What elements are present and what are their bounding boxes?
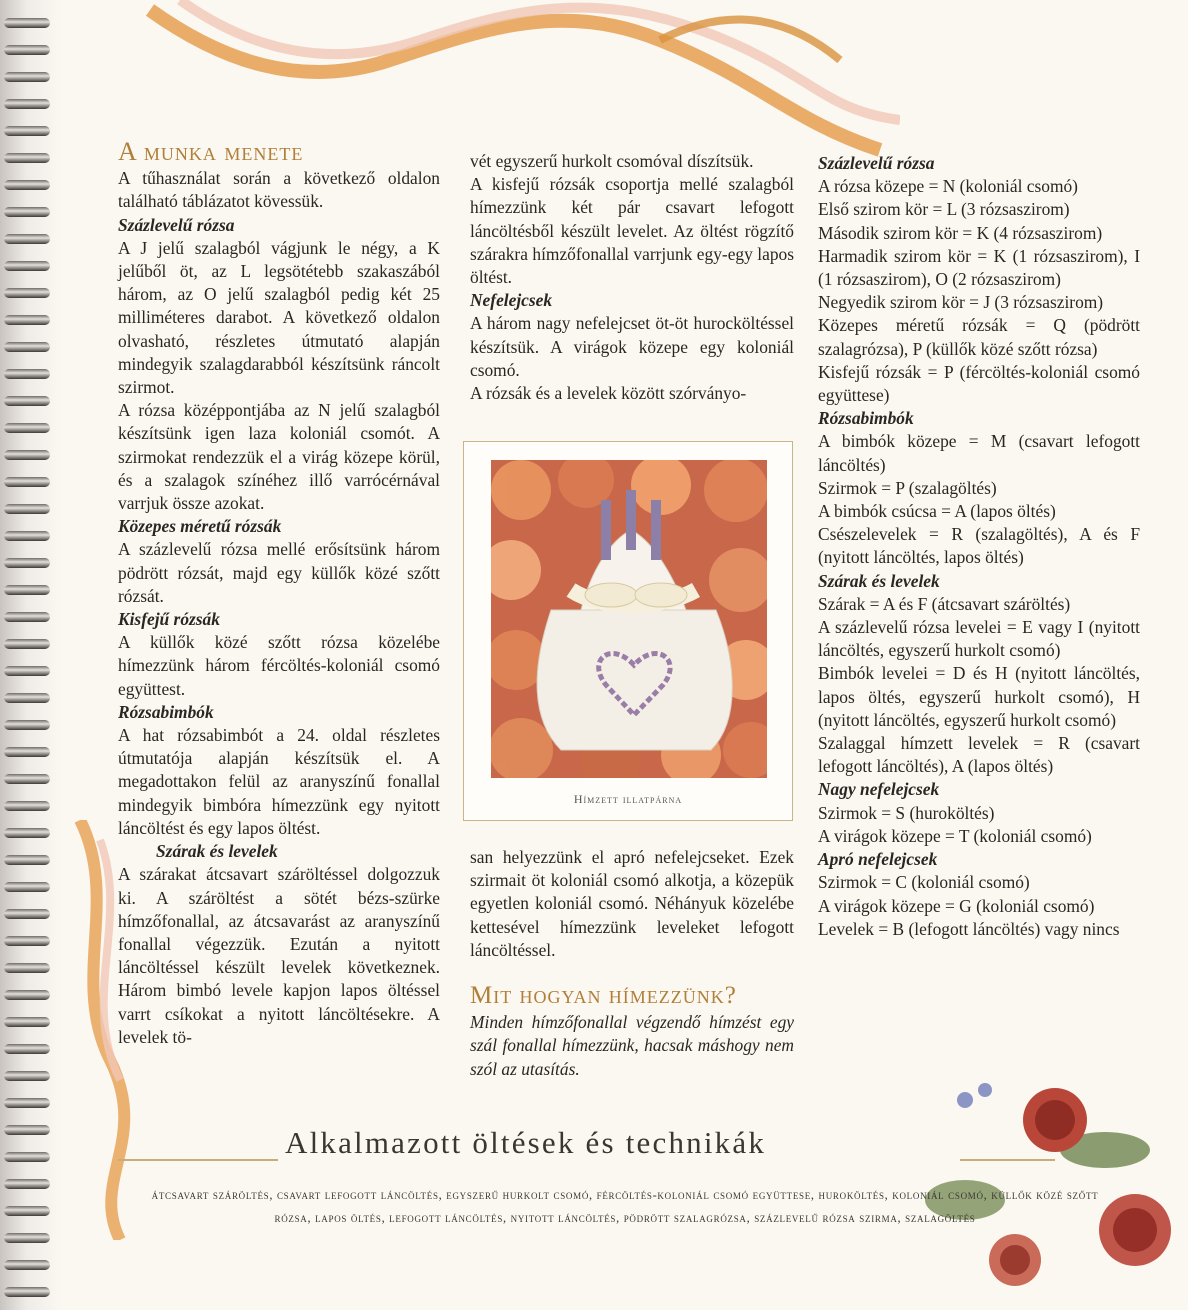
paragraph: A százlevelű rózsa mellé erősítsünk három pödrött rózsát, majd egy küllők közé szőtt rózsát. — [118, 539, 440, 606]
right-line: Második szirom kör = K (4 rózsaszirom) — [818, 222, 1103, 243]
spiral-coil — [4, 882, 50, 892]
right-subheading: Százlevelű rózsa — [818, 153, 935, 173]
spiral-coil — [4, 720, 50, 730]
spiral-coil — [4, 342, 50, 352]
column-right — [818, 152, 1140, 941]
spiral-coil — [4, 504, 50, 514]
subheading-centifolia-rose: Százlevelű rózsa — [118, 214, 235, 235]
spiral-coil — [4, 396, 50, 406]
right-line: Bimbók levelei = D és H (nyitott láncöltés, lapos öltés, egyszerű hurkolt csomó), H (nyitott láncöltés, egyszerű hurkolt csomó) — [818, 663, 1140, 730]
right-line: Szirmok = S (huroköltés) — [818, 802, 995, 823]
spiral-coil — [4, 1044, 50, 1054]
right-subheading: Nagy nefelejcsek — [818, 779, 940, 800]
spiral-coil — [4, 666, 50, 676]
paragraph: A rózsák és a levelek között szórványo- — [470, 383, 747, 404]
subheading-rosebuds: Rózsabimbók — [118, 701, 214, 722]
paragraph: Minden hímzőfonallal végzendő hímzést egy szál fonallal hímezzünk, hacsak máshogy nem szól az utasítás. — [470, 1012, 794, 1079]
divider-left — [118, 1159, 278, 1161]
spiral-coil — [4, 126, 50, 136]
spiral-coil — [4, 936, 50, 946]
photo-frame — [463, 441, 793, 821]
subheading-stems-leaves: Szárak és levelek — [156, 841, 278, 862]
right-line: Szirmok = P (szalagöltés) — [818, 477, 997, 498]
right-line: A százlevelű rózsa levelei = E vagy I (nyitott láncöltés, egyszerű hurkolt csomó) — [818, 617, 1140, 661]
right-subheading: Rózsabimbók — [818, 408, 914, 429]
spiral-coil — [4, 153, 50, 163]
spiral-binding — [0, 0, 60, 1310]
spiral-coil — [4, 18, 50, 28]
subheading-medium-roses: Közepes méretű rózsák — [118, 516, 282, 537]
spiral-coil — [4, 1152, 50, 1162]
spiral-coil — [4, 288, 50, 298]
spiral-coil — [4, 180, 50, 190]
spiral-coil — [4, 801, 50, 811]
paragraph: A küllők közé szőtt rózsa közelébe hímezzünk három fércöltés-koloniál csomó együttest. — [118, 632, 440, 699]
right-line: A bimbók közepe = M (csavart lefogott láncöltés) — [818, 431, 1140, 475]
spiral-coil — [4, 1071, 50, 1081]
spiral-coil — [4, 1233, 50, 1243]
subheading-small-roses: Kisfejű rózsák — [118, 609, 220, 630]
spiral-coil — [4, 558, 50, 568]
spiral-coil — [4, 990, 50, 1000]
column-left — [118, 137, 440, 1049]
spiral-coil — [4, 450, 50, 460]
spiral-coil — [4, 1260, 50, 1270]
techniques-list: átcsavart száröltés, csavart lefogott láncöltés, egyszerű hurkolt csomó, fércöltés-koloniál csomó együttese, huroköltés, koloniál csomó, küllők közé szőtt rózsa, lapos öltés, lefogott láncöltés, nyitott láncöltés, pödrött szalagrózsa, százlevelű rózsa szirma, szalagöltés — [151, 1188, 1099, 1225]
heading-work-process: A munka menete — [118, 137, 304, 166]
photo-caption: Hímzett illatpárna — [573, 792, 683, 806]
spiral-coil — [4, 1287, 50, 1297]
paragraph: A szárakat átcsavart száröltéssel dolgozzuk ki. A száröltést a sötét bézs-szürke hímzőfonallal, az átcsavarást az aranyszínű fonallal végezzük. Ezután a nyitott láncöltéssel készült levelek következnek. Három bimbó levele kapjon lapos öltéssel varrt csíkokat a nyitott láncöltésekre. A levelek tö- — [118, 864, 440, 1047]
spiral-coil — [4, 1206, 50, 1216]
paragraph: A rózsa középpontjába az N jelű szalagból készítsünk igen laza koloniál csomót. A szirmokat rendezzük el a virág közepe körül, és a szalagok színéhez illő varrócérnával varrjuk össze azokat. — [118, 400, 440, 514]
spiral-coil — [4, 234, 50, 244]
right-line: Szirmok = C (koloniál csomó) — [818, 872, 1030, 893]
right-line: A virágok közepe = G (koloniál csomó) — [818, 895, 1095, 916]
ribbon-decoration-top — [140, 0, 900, 160]
spiral-coil — [4, 207, 50, 217]
spiral-coil — [4, 909, 50, 919]
heading-what-to-embroider: Mit hogyan hímezzünk? — [470, 982, 737, 1010]
paragraph: A J jelű szalagból vágjunk le négy, a K jelűből öt, az L legsötétebb szakaszából három, az O jelű szalagból pedig két 25 milliméteres darabot. A következő oldalon olvasható, részletes útmutató alapján mindegyik szalagdarabból készítsünk ráncolt szirmot. — [118, 237, 440, 398]
spiral-coil — [4, 423, 50, 433]
spiral-coil — [4, 639, 50, 649]
spiral-coil — [4, 612, 50, 622]
right-line: Közepes méretű rózsák = Q (pödrött szalagrózsa), P (küllők közé szőtt rózsa) — [818, 315, 1140, 359]
spiral-coil — [4, 477, 50, 487]
right-line: Harmadik szirom kör = K (1 rózsaszirom), I (1 rózsaszirom), O (2 rózsaszirom) — [818, 245, 1140, 290]
spiral-coil — [4, 531, 50, 541]
spiral-coil — [4, 585, 50, 595]
spiral-coil — [4, 1179, 50, 1189]
paragraph: A három nagy nefelejcset öt-öt hurocköltéssel készítsük. A virágok közepe egy koloniál csomó. — [470, 313, 794, 380]
right-line: Negyedik szirom kör = J (3 rózsaszirom) — [818, 292, 1104, 313]
right-line: Csészelevelek = R (szalagöltés), A és F (nyitott láncöltés, lapos öltés) — [818, 524, 1140, 568]
subheading-forget-me-nots: Nefelejcsek — [470, 290, 553, 311]
spiral-coil — [4, 1098, 50, 1108]
spiral-coil — [4, 261, 50, 271]
spiral-coil — [4, 963, 50, 973]
spiral-coil — [4, 1125, 50, 1135]
right-line: Szárak = A és F (átcsavart száröltés) — [818, 593, 1071, 614]
right-line: Első szirom kör = L (3 rózsaszirom) — [818, 199, 1070, 220]
spiral-coil — [4, 72, 50, 82]
right-line: Szalaggal hímzett levelek = R (csavart lefogott láncöltés), A (lapos öltés) — [818, 733, 1140, 777]
spiral-coil — [4, 45, 50, 55]
divider-right — [960, 1159, 1055, 1161]
spiral-coil — [4, 369, 50, 379]
spiral-coil — [4, 774, 50, 784]
spiral-coil — [4, 1017, 50, 1027]
spiral-coil — [4, 747, 50, 757]
right-line: Levelek = B (lefogott láncöltés) vagy nincs — [818, 918, 1120, 939]
spiral-coil — [4, 99, 50, 109]
paragraph: vét egyszerű hurkolt csomóval díszítsük. — [470, 151, 754, 171]
spiral-coil — [4, 828, 50, 838]
right-subheading: Szárak és levelek — [818, 570, 940, 591]
right-line: A bimbók csúcsa = A (lapos öltés) — [818, 501, 1056, 522]
spiral-coil — [4, 315, 50, 325]
paragraph: A kisfejű rózsák csoportja mellé szalagból hímezzünk két pár csavart lefogott láncöltésből készült levelet. Az öltést rögzítő szárakra hímzőfonallal varrjunk egy-egy lapos öltést. — [470, 174, 794, 288]
right-line: A rózsa közepe = N (koloniál csomó) — [818, 176, 1078, 197]
embroidered-sachet-photo — [491, 460, 767, 778]
techniques-title: Alkalmazott öltések és technikák — [285, 1125, 767, 1160]
paragraph: A hat rózsabimbót a 24. oldal részletes útmutatója alapján készítsük el. A megadottakon felül az aranyszínű fonallal mindegyik bimbóra hímezzünk egy nyitott láncöltést és egy lapos öltést. — [118, 725, 440, 838]
column-middle-top — [470, 150, 794, 405]
spiral-coil — [4, 693, 50, 703]
column-middle-bottom — [470, 846, 794, 1081]
right-subheading: Apró nefelejcsek — [818, 849, 938, 870]
intro-paragraph: A tűhasználat során a következő oldalon található táblázatot kövessük. — [118, 168, 440, 212]
paragraph: san helyezzünk el apró nefelejcseket. Ezek szirmait öt koloniál csomó alkotja, a közepük egyetlen koloniál csomó. Néhányuk közelébe kettesével hímezzünk leveleket lefogott láncöltéssel. — [470, 847, 794, 960]
spiral-coil — [4, 855, 50, 865]
right-line: A virágok közepe = T (koloniál csomó) — [818, 825, 1092, 846]
right-line: Kisfejű rózsák = P (fércöltés-koloniál csomó együttese) — [818, 361, 1140, 406]
